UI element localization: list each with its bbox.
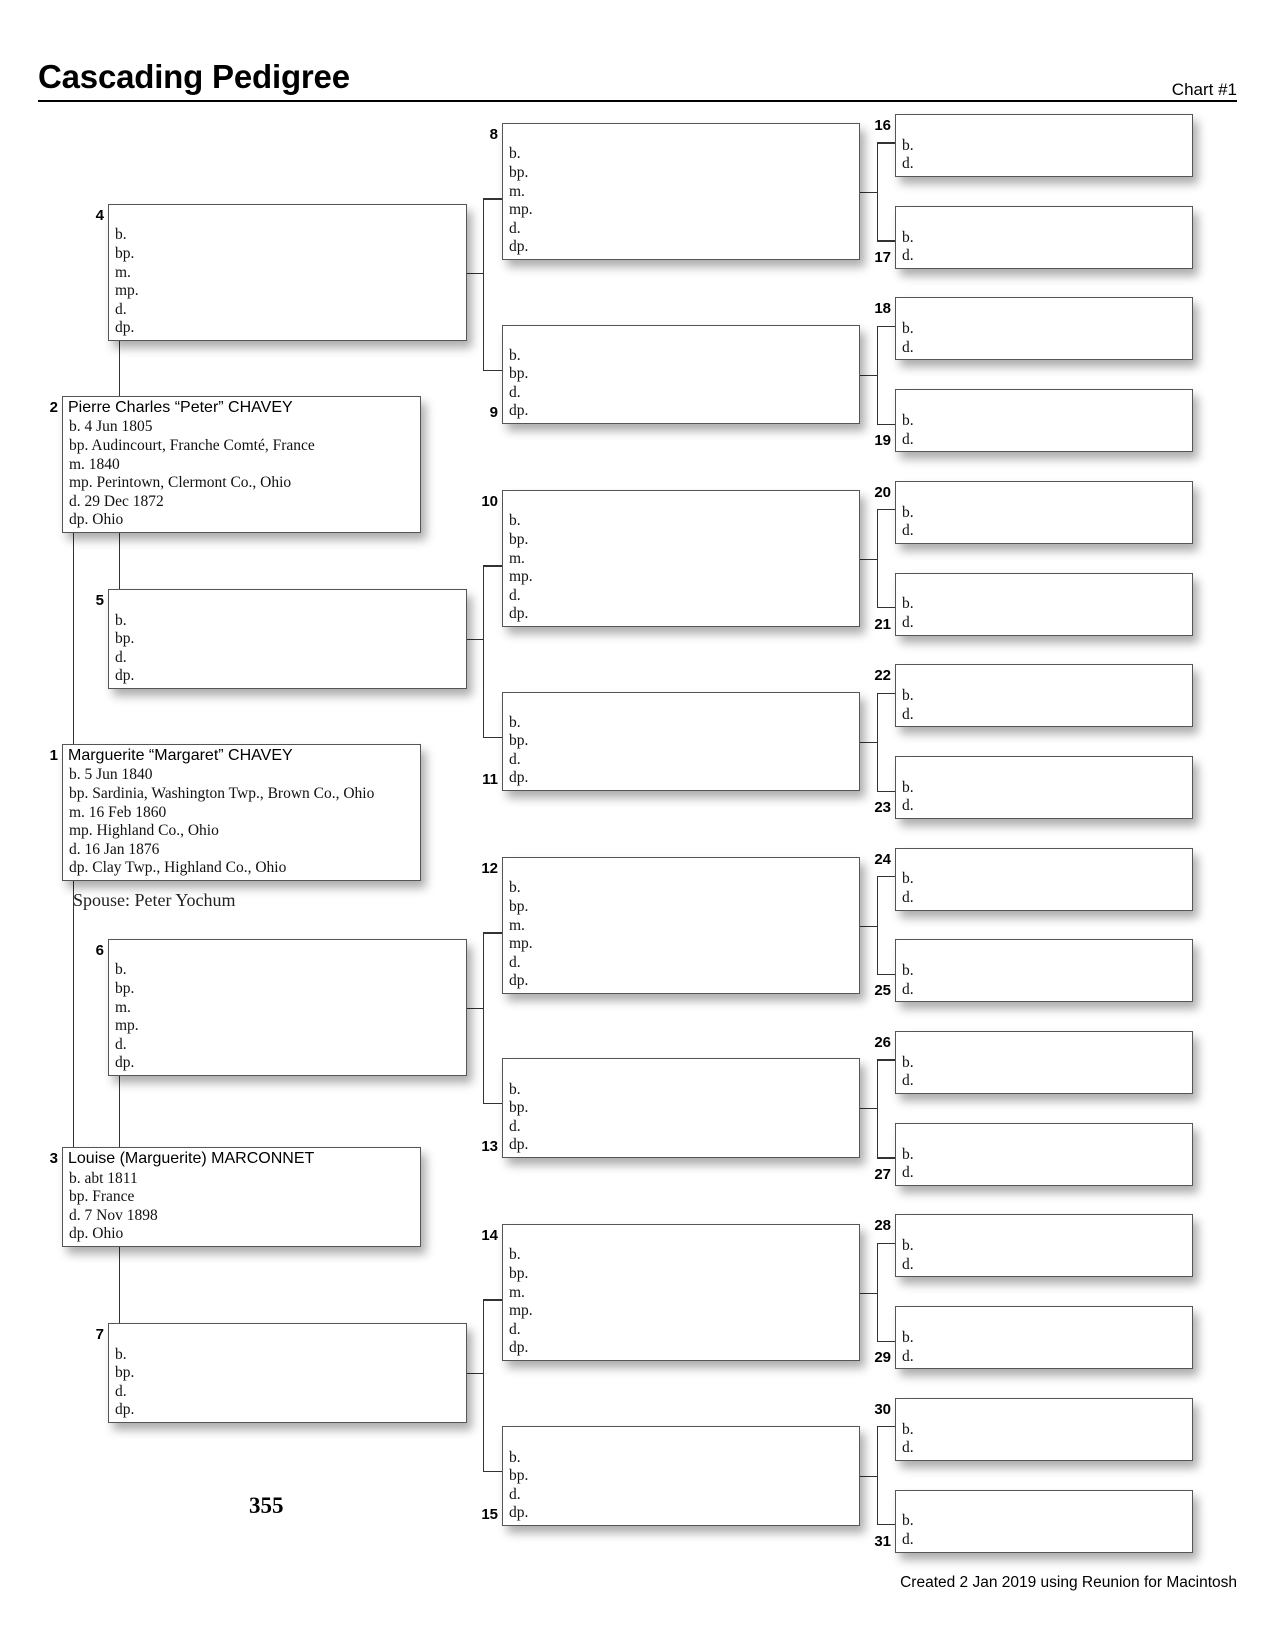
connector-line-5	[483, 737, 502, 738]
fact-line: d.	[902, 1530, 914, 1548]
title-rule	[38, 100, 1237, 102]
person-facts	[509, 1449, 528, 1523]
fact-line: bp. Audincourt, Franche Comté, France	[69, 437, 315, 455]
connector-line-6	[483, 932, 502, 933]
person-box-19[interactable]	[895, 389, 1193, 452]
fact-line: bp.	[115, 1364, 135, 1382]
person-number: 28	[874, 1217, 891, 1235]
connector-line-11	[860, 742, 877, 743]
fact-line: mp. Highland Co., Ohio	[69, 822, 219, 840]
person-number: 4	[95, 207, 104, 224]
person-number: 23	[874, 798, 891, 816]
fact-line: bp.	[115, 980, 135, 998]
person-number: 14	[481, 1227, 498, 1244]
fact-line: d.	[902, 1164, 914, 1182]
connector-line-15	[860, 1476, 877, 1477]
fact-line: bp.	[509, 1467, 529, 1485]
connector-line-15	[877, 1426, 895, 1427]
connector-line-12	[877, 974, 895, 975]
person-box-27[interactable]	[895, 1123, 1193, 1186]
person-number: 2	[49, 399, 58, 416]
fact-line: b. abt 1811	[69, 1169, 138, 1187]
person-facts	[902, 1146, 914, 1183]
person-facts	[902, 137, 914, 174]
fact-line: mp.	[509, 1302, 533, 1320]
page-number: 355	[249, 1493, 284, 1518]
connector-line-13	[877, 1059, 895, 1060]
person-facts	[69, 1170, 158, 1244]
fact-line: dp.	[509, 1339, 529, 1357]
connector-line-12	[877, 876, 895, 877]
person-box-22[interactable]	[895, 664, 1193, 727]
person-facts	[509, 347, 528, 421]
fact-line: d.	[509, 1117, 521, 1135]
fact-line: d.	[115, 300, 127, 318]
fact-line: dp.	[509, 1136, 529, 1154]
fact-line: b.	[115, 611, 127, 629]
connector-line-14	[877, 1243, 878, 1341]
fact-line: bp.	[509, 531, 529, 549]
person-number: 25	[874, 982, 891, 1000]
connector-line-8	[860, 192, 877, 193]
fact-line: b. 4 Jun 1805	[69, 418, 153, 436]
connector-line-10	[877, 607, 895, 608]
person-facts	[902, 412, 914, 449]
fact-line: m. 1840	[69, 455, 120, 473]
fact-line: d. 29 Dec 1872	[69, 492, 164, 510]
fact-line: b.	[902, 1053, 914, 1071]
person-facts	[902, 320, 914, 357]
person-box-31[interactable]	[895, 1490, 1193, 1553]
connector-line-9	[860, 375, 877, 376]
person-box-21[interactable]	[895, 573, 1193, 636]
fact-line: d.	[115, 648, 127, 666]
fact-line: d.	[115, 1382, 127, 1400]
person-facts	[115, 612, 134, 686]
person-number: 1	[49, 747, 58, 764]
connector-line-3-7	[119, 1247, 120, 1323]
person-box-8[interactable]	[502, 123, 860, 260]
connector-line-6	[483, 1103, 502, 1104]
connector-line-14	[877, 1243, 895, 1244]
fact-line: mp. Perintown, Clermont Co., Ohio	[69, 474, 292, 492]
fact-line: d.	[509, 219, 521, 237]
connector-line-7	[467, 1373, 483, 1374]
person-facts	[902, 595, 914, 632]
fact-line: d.	[902, 1347, 914, 1365]
person-number: 3	[49, 1150, 58, 1167]
fact-line: dp. Ohio	[69, 511, 124, 529]
connector-line-12	[877, 876, 878, 974]
fact-line: mp.	[509, 201, 533, 219]
fact-line: b.	[509, 346, 521, 364]
connector-line-5	[483, 565, 502, 566]
fact-line: bp.	[509, 898, 529, 916]
person-box-7[interactable]	[108, 1323, 467, 1423]
connector-line-4	[483, 370, 502, 371]
fact-line: d.	[902, 1072, 914, 1090]
connector-line-14	[860, 1293, 877, 1294]
fact-line: dp.	[115, 667, 135, 685]
fact-line: m.	[509, 916, 525, 934]
fact-line: b.	[902, 411, 914, 429]
person-number: 16	[874, 117, 891, 134]
connector-line-11	[877, 693, 895, 694]
fact-line: dp.	[115, 319, 135, 337]
fact-line: bp.	[509, 365, 529, 383]
connector-line-8	[877, 240, 895, 241]
connector-line-5	[483, 565, 484, 736]
fact-line: bp.	[509, 1265, 529, 1283]
fact-line: m.	[509, 549, 525, 567]
fact-line: m.	[115, 998, 131, 1016]
person-box-1[interactable]	[62, 744, 421, 881]
person-number: 10	[481, 493, 498, 510]
fact-line: b.	[509, 713, 521, 731]
person-box-30[interactable]	[895, 1398, 1193, 1461]
connector-line-15	[877, 1426, 878, 1524]
connector-line-7	[483, 1299, 484, 1471]
person-box-26[interactable]	[895, 1031, 1193, 1094]
chart-number: Chart #1	[1171, 80, 1237, 99]
fact-line: d.	[902, 338, 914, 356]
fact-line: b.	[902, 503, 914, 521]
connector-line-4	[483, 198, 484, 369]
fact-line: b.	[509, 1246, 521, 1264]
person-number: 17	[874, 248, 891, 266]
person-name: Louise (Marguerite) MARCONNET	[68, 1150, 315, 1167]
connector-line-8	[877, 142, 895, 143]
person-number: 11	[482, 771, 498, 788]
fact-line: dp.	[509, 605, 529, 623]
fact-line: bp.	[115, 245, 135, 263]
fact-line: d.	[902, 1255, 914, 1273]
connector-line-7	[483, 1471, 502, 1472]
person-box-13[interactable]	[502, 1058, 860, 1158]
person-box-23[interactable]	[895, 756, 1193, 819]
fact-line: b.	[902, 687, 914, 704]
person-number: 8	[489, 126, 498, 143]
connector-line-9	[877, 326, 878, 424]
fact-line: d.	[509, 1485, 521, 1503]
person-facts	[115, 226, 139, 338]
connector-line-3-6	[119, 1076, 120, 1147]
person-box-28[interactable]	[895, 1214, 1193, 1277]
person-box-29[interactable]	[895, 1306, 1193, 1369]
person-number: 5	[95, 592, 104, 609]
person-box-10[interactable]	[502, 490, 860, 627]
fact-line: b. 5 Jun 1840	[69, 766, 153, 784]
person-number: 6	[95, 942, 104, 959]
connector-line-13	[877, 1157, 895, 1158]
fact-line: mp.	[509, 568, 533, 586]
fact-line: bp. France	[69, 1188, 135, 1206]
person-facts	[509, 714, 528, 788]
connector-line-4	[467, 273, 483, 274]
fact-line: b.	[115, 961, 127, 979]
person-box-18[interactable]	[895, 297, 1193, 360]
person-box-5[interactable]	[108, 589, 467, 689]
fact-line: d.	[509, 953, 521, 971]
connector-line-4	[483, 198, 502, 199]
connector-line-13	[877, 1059, 878, 1157]
person-box-14[interactable]	[502, 1224, 860, 1361]
connector-line-2-4	[119, 341, 120, 396]
connector-line-7	[483, 1299, 502, 1300]
fact-line: d.	[509, 1320, 521, 1338]
fact-line: d.	[902, 247, 914, 265]
connector-line-12	[860, 926, 877, 927]
connector-line-10	[877, 509, 878, 607]
connector-line-14	[877, 1341, 895, 1342]
fact-line: b.	[902, 595, 914, 613]
person-box-12[interactable]	[502, 857, 860, 994]
fact-line: bp.	[509, 164, 529, 182]
fact-line: b.	[902, 228, 914, 246]
fact-line: d.	[509, 586, 521, 604]
fact-line: b.	[509, 1448, 521, 1466]
person-box-6[interactable]	[108, 939, 467, 1076]
fact-line: m.	[509, 182, 525, 200]
fact-line: mp.	[115, 1017, 139, 1035]
spouse-note: Spouse: Peter Yochum	[73, 890, 236, 910]
fact-line: b.	[509, 879, 521, 897]
fact-line: dp.	[509, 402, 529, 420]
fact-line: b.	[902, 1145, 914, 1163]
fact-line: dp.	[509, 769, 529, 787]
person-number: 24	[874, 850, 891, 868]
fact-line: d. 16 Jan 1876	[69, 840, 160, 858]
fact-line: b.	[115, 1345, 127, 1363]
fact-line: b.	[902, 962, 914, 980]
connector-line-9	[877, 326, 895, 327]
person-facts	[902, 687, 914, 724]
person-facts	[509, 145, 533, 257]
fact-line: dp. Ohio	[69, 1225, 124, 1243]
person-facts	[902, 779, 914, 816]
fact-line: d.	[902, 797, 914, 815]
fact-line: d.	[902, 889, 914, 906]
person-box-24[interactable]	[895, 848, 1193, 911]
page-title: Cascading Pedigree	[38, 58, 350, 95]
connector-line-10	[860, 559, 877, 560]
fact-line: d.	[902, 613, 914, 631]
person-facts	[902, 1054, 914, 1091]
person-facts	[902, 1329, 914, 1366]
fact-line: b.	[115, 226, 127, 244]
fact-line: d.	[902, 522, 914, 540]
connector-line-9	[877, 424, 895, 425]
person-box-16[interactable]	[895, 114, 1193, 177]
person-facts	[115, 961, 139, 1073]
person-facts	[902, 1421, 914, 1458]
person-box-2[interactable]	[62, 396, 421, 533]
fact-line: m.	[115, 263, 131, 281]
fact-line: b.	[902, 1420, 914, 1438]
fact-line: d.	[902, 980, 914, 998]
person-box-15[interactable]	[502, 1426, 860, 1526]
person-facts	[509, 1246, 533, 1358]
fact-line: b.	[902, 870, 914, 888]
fact-line: d.	[509, 383, 521, 401]
person-facts	[509, 879, 533, 991]
fact-line: m.	[509, 1283, 525, 1301]
person-box-4[interactable]	[108, 204, 467, 341]
person-facts	[902, 1237, 914, 1274]
person-number: 18	[874, 300, 891, 318]
fact-line: dp.	[509, 238, 529, 256]
fact-line: b.	[902, 778, 914, 796]
fact-line: bp. Sardinia, Washington Twp., Brown Co., Ohio	[69, 785, 375, 803]
fact-line: b.	[902, 1328, 914, 1346]
person-facts	[69, 418, 315, 530]
connector-line-11	[877, 791, 895, 792]
fact-line: dp.	[509, 972, 529, 990]
fact-line: dp.	[509, 1504, 529, 1522]
person-box-25[interactable]	[895, 939, 1193, 1002]
person-facts	[115, 1346, 134, 1420]
person-number: 9	[489, 404, 498, 421]
person-number: 26	[874, 1034, 891, 1051]
person-box-3[interactable]	[62, 1147, 421, 1247]
fact-line: m. 16 Feb 1860	[69, 803, 167, 821]
person-number: 30	[874, 1400, 891, 1418]
connector-line-13	[860, 1108, 877, 1109]
fact-line: mp.	[115, 282, 139, 300]
fact-line: d.	[115, 1035, 127, 1053]
fact-line: dp.	[115, 1401, 135, 1419]
fact-line: b.	[509, 512, 521, 530]
person-facts	[902, 504, 914, 541]
connector-line-5	[467, 639, 483, 640]
person-number: 7	[95, 1326, 104, 1343]
footer-credit: Created 2 Jan 2019 using Reunion for Macintosh	[900, 1574, 1237, 1591]
fact-line: b.	[902, 1237, 914, 1255]
person-number: 13	[481, 1138, 498, 1155]
fact-line: dp. Clay Twp., Highland Co., Ohio	[69, 859, 287, 877]
person-facts	[509, 512, 533, 624]
person-box-9[interactable]	[502, 325, 860, 424]
fact-line: dp.	[115, 1054, 135, 1072]
fact-line: b.	[902, 320, 914, 338]
person-box-17[interactable]	[895, 206, 1193, 269]
connector-line-8	[877, 142, 878, 240]
person-number: 31	[874, 1532, 891, 1550]
fact-line: bp.	[115, 630, 135, 648]
person-number: 21	[874, 615, 891, 633]
connector-line-10	[877, 509, 895, 510]
connector-line-11	[877, 693, 878, 791]
person-number: 15	[481, 1506, 498, 1523]
person-number: 29	[874, 1349, 891, 1367]
connector-line-15	[877, 1524, 895, 1525]
person-facts	[902, 229, 914, 266]
person-facts	[902, 870, 914, 907]
fact-line: b.	[509, 1080, 521, 1098]
person-box-20[interactable]	[895, 481, 1193, 544]
fact-line: d. 7 Nov 1898	[69, 1206, 158, 1224]
fact-line: d.	[902, 155, 914, 173]
person-number: 22	[874, 667, 891, 685]
fact-line: b.	[902, 1512, 914, 1530]
person-number: 12	[481, 860, 498, 877]
connector-line-6	[483, 932, 484, 1103]
fact-line: b.	[902, 136, 914, 154]
person-name: Pierre Charles “Peter” CHAVEY	[68, 399, 293, 416]
fact-line: bp.	[509, 1099, 529, 1117]
person-box-11[interactable]	[502, 692, 860, 791]
fact-line: d.	[902, 430, 914, 448]
fact-line: b.	[509, 145, 521, 163]
person-number: 19	[874, 432, 891, 450]
fact-line: d.	[902, 705, 914, 723]
person-facts	[902, 1512, 914, 1549]
fact-line: bp.	[509, 732, 529, 750]
fact-line: d.	[902, 1439, 914, 1457]
person-facts	[509, 1081, 528, 1155]
person-facts	[69, 766, 374, 878]
person-number: 20	[874, 483, 891, 501]
person-facts	[902, 962, 914, 999]
fact-line: d.	[509, 750, 521, 768]
fact-line: mp.	[509, 935, 533, 953]
connector-line-6	[467, 1008, 483, 1009]
person-number: 27	[874, 1165, 891, 1183]
connector-line-2-5	[119, 533, 120, 589]
person-name: Marguerite “Margaret” CHAVEY	[68, 747, 293, 764]
